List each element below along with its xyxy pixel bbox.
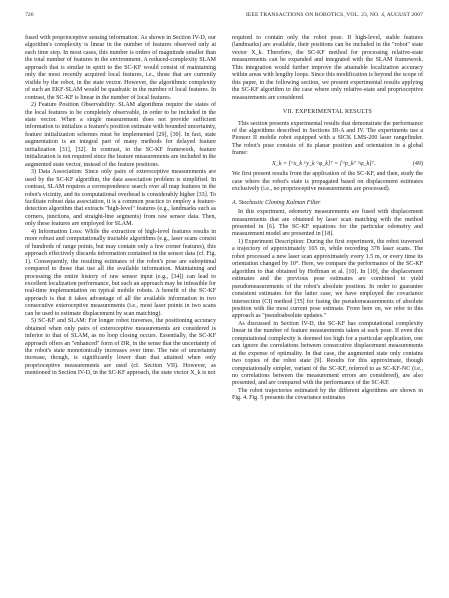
paragraph: 4) Information Loss: While the extraction of high-level features results in more robust and computationally tractable algorithms (e.g., laser scans consist of hundreds of range points, but may contain only a few corner features), this approach effectively discards information contained in the sensor data (cf. Fig. 1). Consequently, the resulting estimates of the robot's pose are suboptimal compared to those that use all the available information. Maintaining and processing the entire history of raw sensor input (e.g., [34]) can lead to excellent localization performance, but such an approach may be infeasible for real-time implementation on typical mobile robots. A benefit of the SC-KF approach is that it takes advantage of all the available information in two consecutive exteroceptive measurements (i.e., most laser points in two scans can be used to estimate displacement by scan matching). (25, 228, 216, 317)
section-heading: VII. EXPERIMENTAL RESULTS (282, 109, 373, 116)
left-column (25, 35, 216, 378)
page-header (25, 12, 423, 22)
paragraph: This section presents experimental results that demonstrate the performance of the algorithms described in Sections III-A and IV. The experiments use a Pioneer II mobile robot equipped with a SICK LMS-200 laser rangefinder. The robot's pose consists of its planar position and orientation in a global frame: (232, 120, 423, 157)
paragraph: The robot trajectories estimated by the different algorithms are shown in Fig. 4. Fig. 5 presents the covariance estimates (232, 387, 423, 402)
paragraph: We first present results from the application of the SC-KF, and then, study the case where the robot's state is propagated based on displacement estimates exclusively (i.e., no proprioceptive measurements are processed). (232, 171, 423, 193)
paragraph: 3) Data Association: Since only pairs of exteroceptive measurements are used by the SC-KF algorithm, the data association problem is simplified. In contrast, SLAM requires a correspondence search over all map features in the robot's vicinity, and its computational overhead is considerably higher [33]. To facilitate robust data association, it is a common practice to employ a feature-detection algorithm that extracts "high-level" features (e.g., landmarks such as corners, junctions, and straight-line segments) from raw sensor data. Then, only these features are employed for SLAM. (25, 169, 216, 228)
paragraph: required to contain only the robot pose. If high-level, stable features (landmarks) are available, their positions can be included in the "robot" state vector X_k. Therefore, the SC-KF method for processing relative-state measurements can be expanded and integrated with the SLAM framework. This integration would further improve the attainable localization accuracy within areas with lengthy loops. Since this modification is beyond the scope of this paper, in the following section, we present experimental results applying the SC-KF algorithm to the case where only relative-state and proprioceptive measurements are considered. (232, 35, 423, 101)
paragraph: In this experiment, odometry measurements are fused with displacement measurements that are obtained by laser scan matching with the method presented in [6]. The SC-KF equations for the particular odometry and measurement model are presented in [18]. (232, 209, 423, 238)
equation (232, 161, 423, 168)
paragraph: 5) SC-KF and SLAM: For longer robot traverses, the positioning accuracy obtained when only pairs of exteroceptive measurements are considered is inferior to that of SLAM, as no loop closing occurs. Essentially, the SC-KF approach offers an "enhanced" form of DR, in the sense that the uncertainty of the robot's state monotonically increases over time. The rate of uncertainty increase, though, is significantly lower than that attained when only proprioceptive measurements are used (cf. Section VII). However, as mentioned in Section IV-D, in the SC-KF approach, the state vector X_k is not (25, 318, 216, 377)
equation-body: X_k = [ᴳx_k ᴳy_k ᴳφ_k]ᵀ = [ᴳp_kᵀ ᴳφ_k]ᵀ. (272, 160, 376, 167)
paragraph: 2) Feature Position Observability: SLAM algorithms require the states of the local features to be completely observable, in order to be included in the state vector. When a single measurement does not provide sufficient information to initialize a feature's position estimate with bounded uncertainty, feature initialization schemes must be implemented [29], [30]. In fact, state augmentation is an integral part of many methods for delayed feature initialization [31], [32]. In contrast, in the SC-KF framework, feature initialization is not required since the feature measurements are included in the augmented state vector, instead of the feature positions. (25, 102, 216, 168)
paragraph: 1) Experiment Description: During the first experiment, the robot traversed a trajectory of approximately 165 m, while recording 378 laser scans. The robot processed a new laser scan approximately every 1.5 m, or every time its orientation changed by 10°. Here, we compare the performance of the SC-KF algorithm to that obtained by Hoffman et al. [10]. In [10], the displacement estimates and the previous pose estimates are combined to yield pseudomeasurements of the robot's absolute position. In order to guarantee consistent estimates for the latter case, we have employed the covariance intersection (CI) method [35] for fusing the pseudomeasurements of absolute position with the most current pose estimate. From here on, we refer to this approach as "pseudoabsolute updates." (232, 238, 423, 320)
subsection-heading: A. Stochastic Cloning Kalman Filter (232, 199, 321, 206)
paragraph: As discussed in Section IV-D, the SC-KF has computational complexity linear in the number of feature measurements taken at each pose. If even this computational complexity is deemed too high for a particular application, one can ignore the correlations between consecutive displacement measurements at the expense of optimality. In that case, the augmented state only contains two copies of the robot state [9]. Results for this approximate, though computationally simpler, variant of the SC-KF, referred to as SC-KF-NC (i.e., no correlations between the measurement errors are considered), are also presented, and are compared with the performance of the SC-KF. (232, 320, 423, 387)
right-column (232, 35, 423, 403)
equation-number: (49) (412, 160, 423, 167)
journal-running-head: IEEE TRANSACTIONS ON ROBOTICS, VOL. 23, NO. 4, AUGUST 2007 (245, 12, 423, 18)
page-number: 726 (25, 12, 34, 18)
paragraph: fused with proprioceptive sensing information. As shown in Section IV-D, our algorithm's complexity is linear in the number of features observed only at each time step. In most cases, this number is orders of magnitude smaller than the total number of features in the environment. A reduced-complexity SLAM approach that is similar in spirit to the SC-KF would consist of maintaining only the most recently acquired local features, i.e., those that are currently visible by the robot, in the state vector. However, the algorithmic complexity of such an EKF-SLAM would be quadratic in the number of local features. In contrast, the SC-KF is linear in the number of local features. (25, 35, 216, 101)
